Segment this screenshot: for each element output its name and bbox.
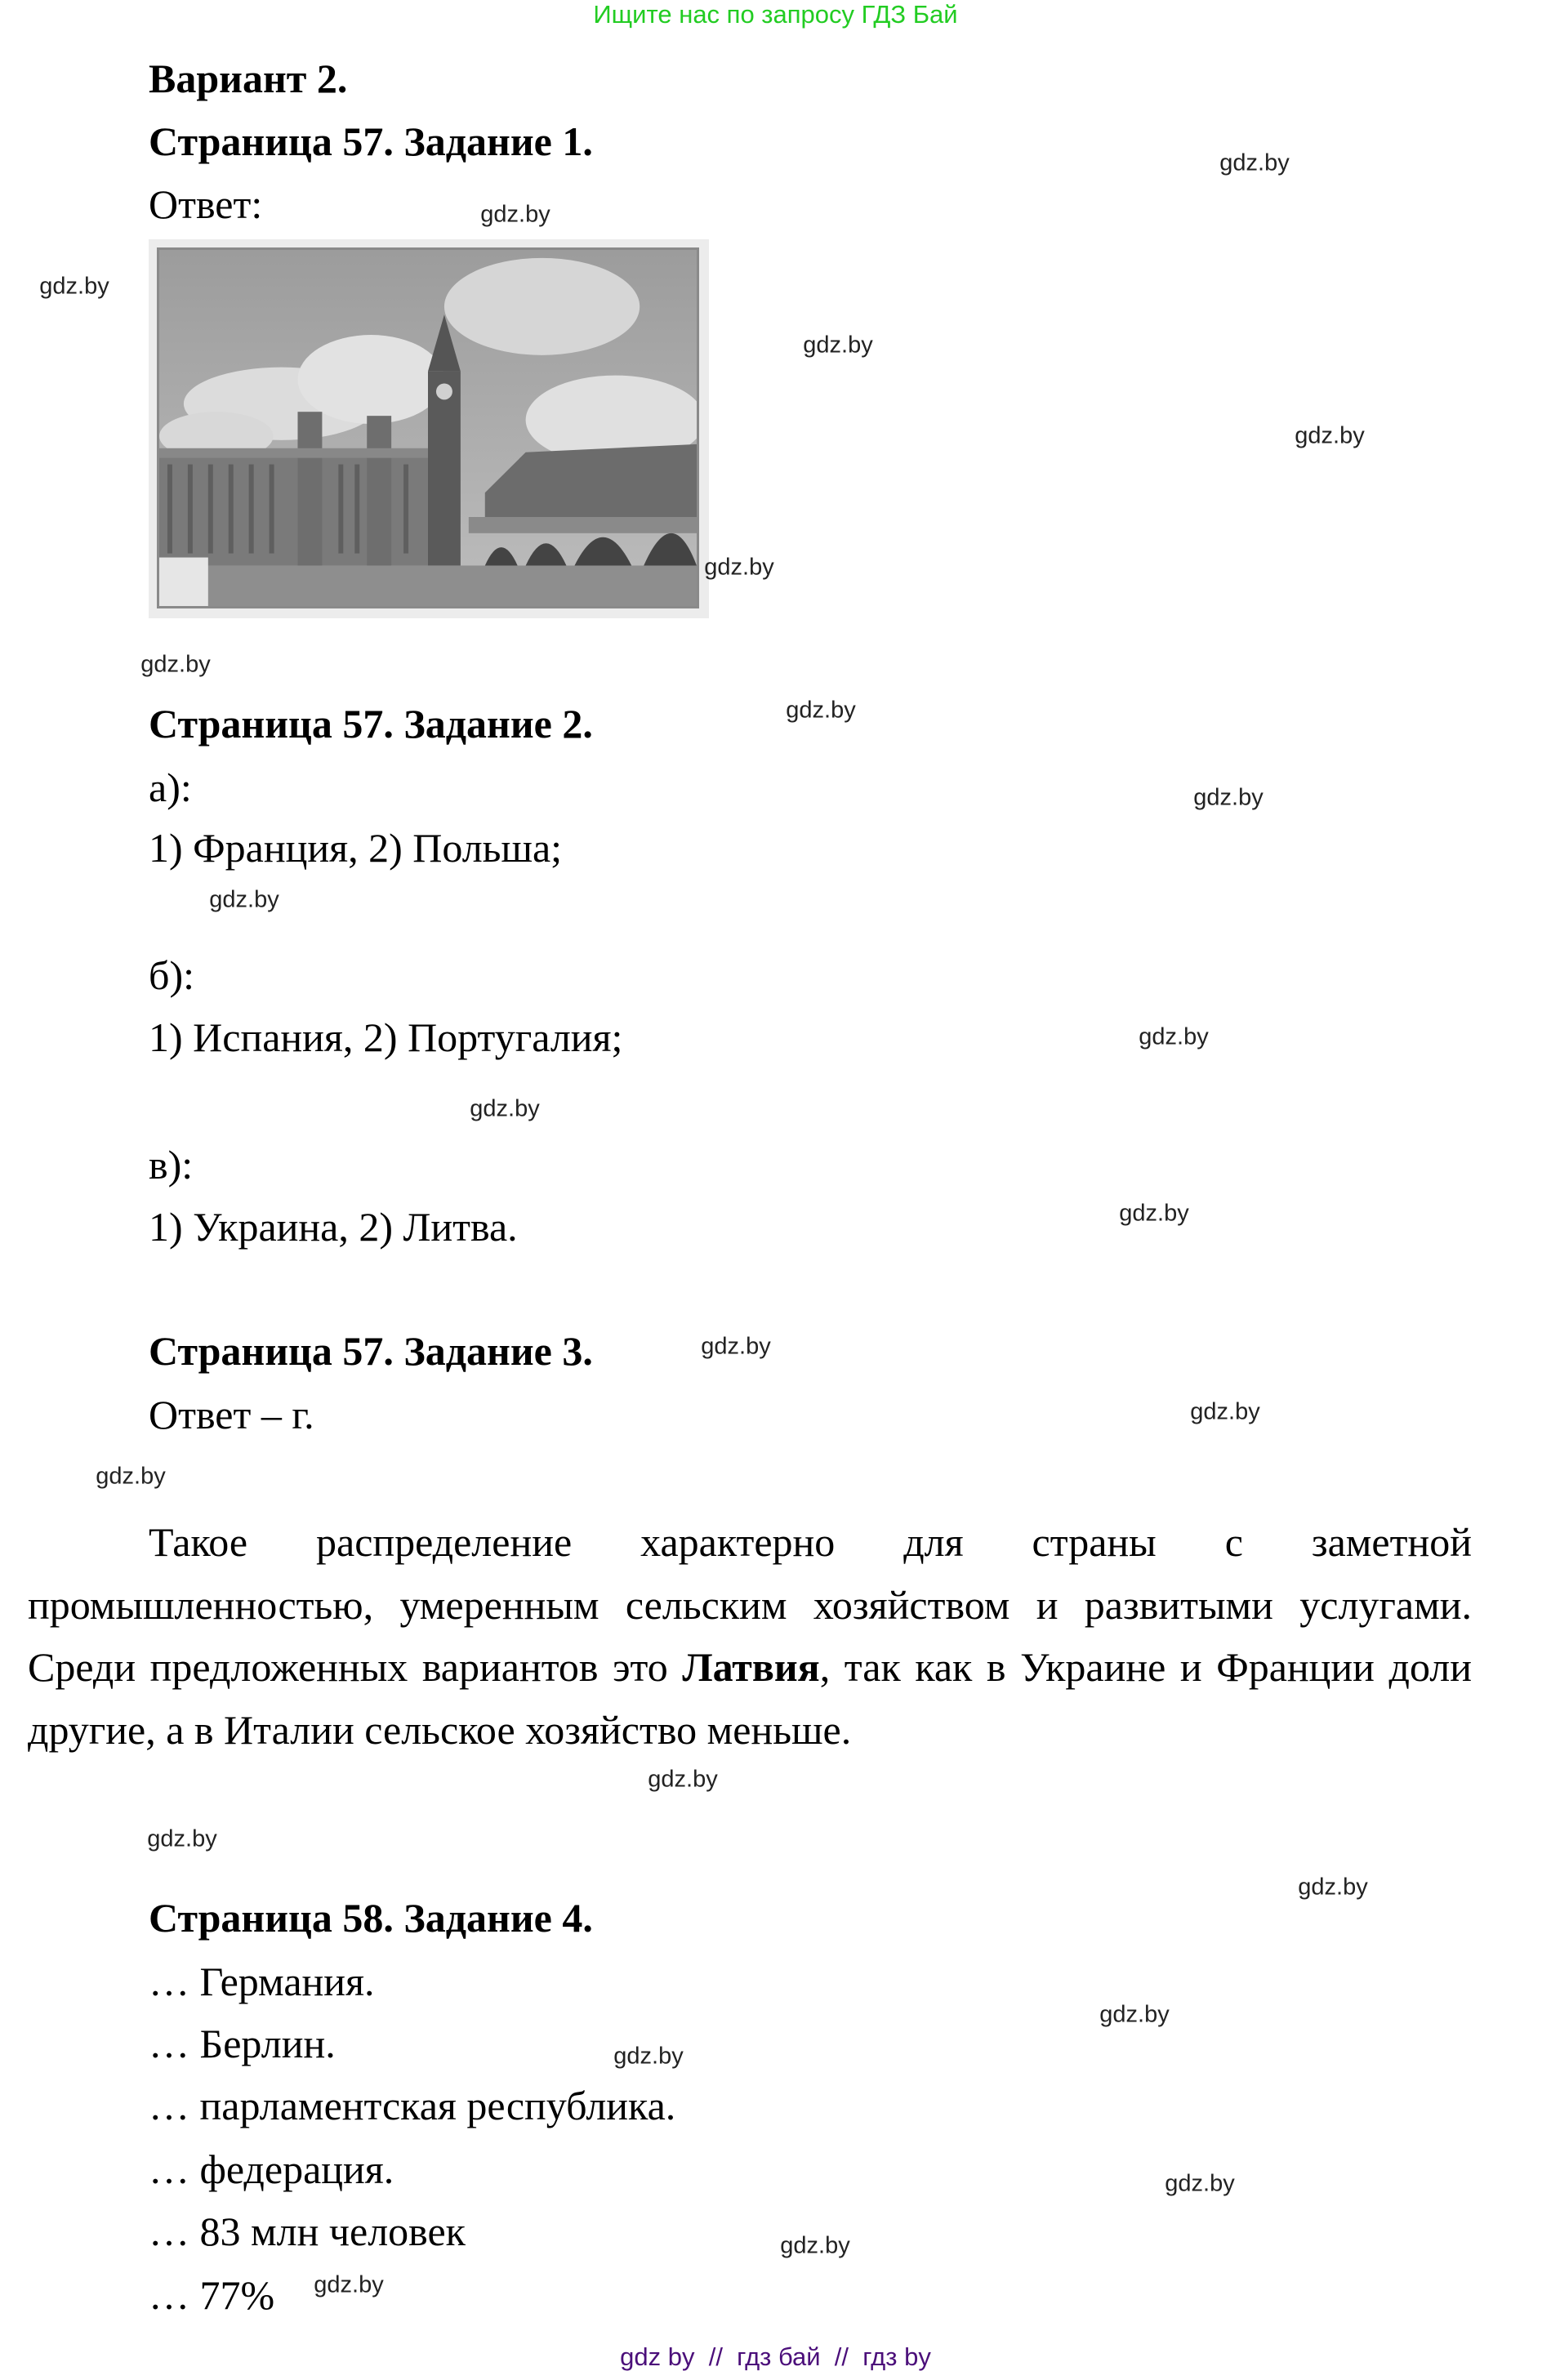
task4-item: … парламентская республика. (149, 2083, 676, 2128)
watermark: gdz.by (648, 1766, 718, 1793)
task4-item: … Германия. (149, 1959, 375, 2004)
watermark: gdz.by (613, 2043, 684, 2070)
task4-item: … Берлин. (149, 2021, 336, 2066)
task2-part-a-answer: 1) Франция, 2) Польша; (149, 825, 563, 871)
watermark: gdz.by (1165, 2170, 1235, 2197)
watermark: gdz.by (1193, 784, 1264, 811)
watermark: gdz.by (96, 1463, 166, 1490)
task2-part-c-answer: 1) Украина, 2) Литва. (149, 1204, 518, 1250)
watermark: gdz.by (39, 273, 109, 300)
task4-title: Страница 58. Задание 4. (149, 1895, 593, 1941)
task2-part-c-label: в): (149, 1142, 194, 1188)
explanation-text-after: , так как в Украине и Франции доли другие, а в Италии сельское хозяйство меньше. (28, 1644, 1472, 1753)
watermark: gdz.by (1298, 1874, 1368, 1901)
watermark: gdz.by (470, 1095, 540, 1122)
watermark: gdz.by (786, 697, 856, 724)
explanation-text-before: Такое распределение характерно для страны с заметной промышленностью, умеренным сельским хозяйством и развитыми услугами. Среди предложенных вариантов это (28, 1519, 1472, 1690)
westminster-photo (149, 239, 709, 618)
watermark: gdz.by (1219, 149, 1290, 176)
task2-part-b-label: б): (149, 952, 194, 998)
task4-item: … федерация. (149, 2146, 394, 2192)
task1-answer-label: Ответ: (149, 181, 263, 227)
explanation-highlight: Латвия (682, 1644, 820, 1690)
watermark: gdz.by (1295, 422, 1365, 449)
watermark: gdz.by (803, 332, 873, 359)
westminster-illustration (159, 250, 697, 606)
task4-item: … 83 млн человек (149, 2208, 466, 2254)
watermark: gdz.by (1119, 1200, 1189, 1227)
variant-title: Вариант 2. (149, 56, 348, 101)
task2-title: Страница 57. Задание 2. (149, 701, 593, 747)
watermark: gdz.by (704, 554, 774, 581)
task2-part-b-answer: 1) Испания, 2) Португалия; (149, 1014, 623, 1060)
task3-title: Страница 57. Задание 3. (149, 1328, 593, 1374)
top-banner[interactable]: Ищите нас по запросу ГДЗ Бай (593, 0, 958, 29)
watermark: gdz.by (147, 1825, 217, 1852)
watermark: gdz.by (314, 2271, 384, 2298)
watermark: gdz.by (1190, 1398, 1260, 1425)
task3-explanation (28, 1511, 1472, 1761)
task4-item: … 77% (149, 2272, 275, 2318)
watermark: gdz.by (209, 886, 279, 913)
watermark: gdz.by (1099, 2001, 1170, 2028)
watermark: gdz.by (780, 2232, 850, 2259)
watermark: gdz.by (140, 651, 211, 678)
watermark: gdz.by (1139, 1023, 1209, 1050)
watermark: gdz.by (701, 1333, 771, 1360)
task1-title: Страница 57. Задание 1. (149, 118, 593, 164)
task2-part-a-label: а): (149, 764, 192, 810)
footer-links[interactable]: gdz by // гдз бай // гдз by (620, 2342, 931, 2371)
task3-answer: Ответ – г. (149, 1392, 314, 1437)
watermark: gdz.by (480, 201, 550, 228)
